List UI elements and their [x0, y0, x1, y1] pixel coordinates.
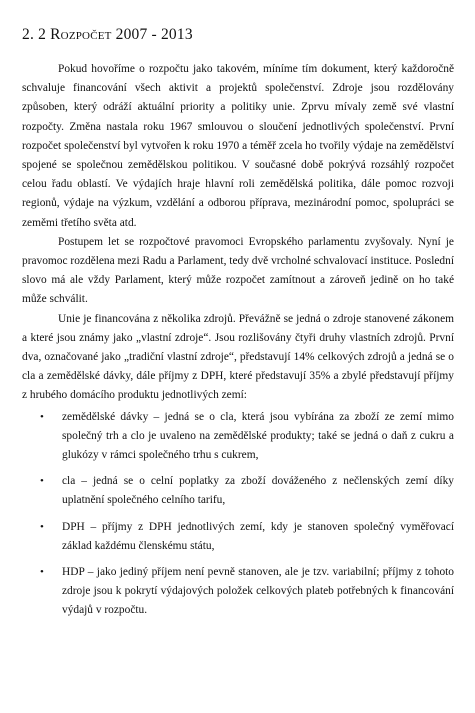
- list-item-text: cla – jedná se o celní poplatky za zboží dováženého z nečlenských zemí díky uplatnění společného celního tarifu,: [62, 475, 454, 507]
- bullet-icon: •: [40, 520, 44, 533]
- list-item: [22, 472, 454, 510]
- document-body: [22, 60, 454, 628]
- list-item: [22, 408, 454, 466]
- list-item-text: HDP – jako jediný příjem není pevně stanoven, ale je tzv. variabilní; příjmy z tohoto zdroje jsou k pokrytí výdajových položek celkových plateb potřebných k financování výdajů v rozpočtu.: [62, 566, 454, 617]
- bullet-icon: •: [40, 410, 44, 423]
- list-item: [22, 518, 454, 556]
- bullet-icon: •: [40, 566, 44, 579]
- section-heading: [22, 26, 193, 44]
- section-number: 2. 2: [22, 26, 47, 43]
- income-sources-list: [22, 408, 454, 621]
- bullet-icon: •: [40, 475, 44, 488]
- list-item-text: zemědělské dávky – jedná se o cla, která jsou vybírána za zboží ze zemí mimo společný trh a clo je uvaleno na zemědělské produkty; také se jedná o daň z cukru a glukózy v rámci společného trhu s cukrem,: [62, 410, 454, 462]
- list-item: [22, 563, 454, 621]
- section-title: Rozpočet 2007 - 2013: [50, 26, 193, 43]
- list-item-text: DPH – příjmy z DPH jednotlivých zemí, kdy je stanoven společný vyměřovací základ každému členskému státu,: [62, 520, 454, 552]
- paragraph: Pokud hovoříme o rozpočtu jako takovém, míníme tím dokument, který každoročně schvaluje financování všech aktivit a projektů společenství. Zdroje jsou rozdělovány způsoben, který odráží aktuální priority a politiky unie. Zprvu mívaly země své vlastní rozpočty. Změna nastala roku 1967 smlouvou o sloučení jednotlivých společenství. První rozpočet společenství byl vytvořen k roku 1970 a téměř zcela ho tvořily výdaje na zemědělství spojené se společnou zemědělskou politikou. V současné době pokrývá rozsáhlý rozpočet celou řadu oblastí. Ve výdajích hraje hlavní roli zemědělská politika, dále pomoc rozvoji regionů, výdaje na výzkum, vzdělání a odborou příprava, mezinárodní pomoc, spolupráci se zeměmi třetího světa atd.: [22, 63, 454, 229]
- paragraph: Postupem let se rozpočtové pravomoci Evropského parlamentu zvyšovaly. Nyní je pravomoc rozdělena mezi Radu a Parlament, tedy dvě vrcholné schvalovací instituce. Poslední slovo má ale vždy Parlament, který může rozpočet zamítnout a zároveň jedině on ho také může schválit.: [22, 235, 454, 306]
- paragraph: Unie je financována z několika zdrojů. Převážně se jedná o zdroje stanovené zákonem a které jsou známy jako „vlastní zdroje“. Jsou rozlišovány čtyři druhy vlastních zdrojů. První dva, označované jako „tradiční vlastní zdroje“, představují 14% celkových zdrojů a jedná se o cla a zemědělské dávky, dále příjmy z DPH, které představují 35% a zbylé představují příjmy z hrubého domácího produktu jednotlivých zemí:: [22, 312, 454, 402]
